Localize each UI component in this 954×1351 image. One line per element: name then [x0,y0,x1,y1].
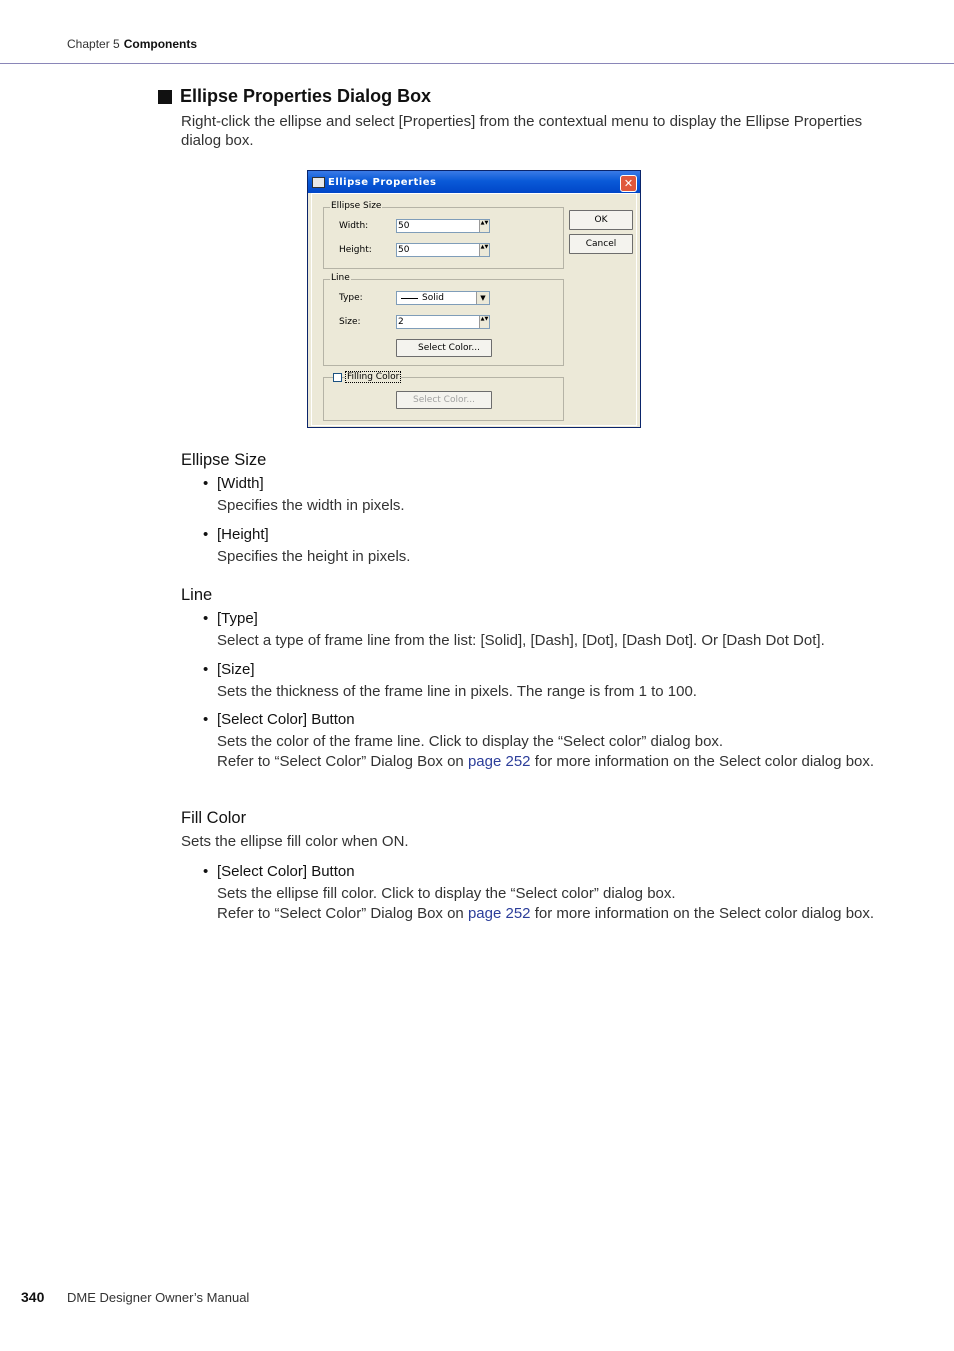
line-size-spinbox[interactable] [396,315,490,329]
ellipse-properties-dialog [307,170,641,428]
line-select-color-refer [217,752,897,772]
running-header [67,37,197,51]
fill-select-color-bullet [203,863,355,880]
section-title-text: Ellipse Properties Dialog Box [180,86,432,106]
chevron-down-icon[interactable]: ▼ [476,292,489,304]
width-label: Width: [339,221,369,231]
dialog-titlebar[interactable] [308,171,640,193]
fill-select-color-desc1: Sets the ellipse fill color. Click to display the “Select color” dialog box. [217,885,676,902]
height-spinbox[interactable] [396,243,490,257]
fill-select-color-refer [217,904,897,924]
height-bullet [203,526,269,543]
fill-select-color-bullet-label: [Select Color] Button [217,863,355,880]
chapter-section: Components [123,37,198,51]
page-252-link[interactable]: page 252 [467,752,531,770]
ellipse-size-legend: Ellipse Size [331,201,382,211]
line-select-color-description [217,732,897,771]
bullet-icon: • [203,711,209,728]
width-value: 50 [398,221,410,231]
fill-color-description: Sets the ellipse fill color when ON. [181,833,409,850]
line-group [323,273,564,366]
filling-color-label[interactable]: Filling Color [347,372,400,382]
line-select-color-bullet-label: [Select Color] Button [217,711,355,728]
height-label: Height: [339,245,372,255]
height-value: 50 [398,245,410,255]
close-icon[interactable]: ✕ [620,175,637,192]
type-label: Type: [339,293,363,303]
dialog-title: Ellipse Properties [328,177,437,188]
line-size-spin-arrows-icon[interactable]: ▲▼ [479,316,489,328]
height-description: Specifies the height in pixels. [217,548,411,565]
refer-text-post: for more information on the Select color dialog box. [530,904,875,922]
fill-select-color-button[interactable]: Select Color... [396,391,492,409]
bullet-icon: • [203,610,209,627]
line-type-value: Solid [422,293,444,303]
width-bullet [203,475,264,492]
size-bullet-label: [Size] [217,661,255,678]
refer-text: Refer to “Select Color” Dialog Box on [217,904,468,922]
bullet-icon: • [203,863,209,880]
filling-color-checkbox[interactable] [333,373,342,382]
line-heading: Line [181,586,213,604]
line-size-label: Size: [339,317,361,327]
dialog-body [311,193,637,426]
header-rule [0,63,954,64]
fill-color-heading: Fill Color [181,809,247,827]
ellipse-size-heading: Ellipse Size [181,451,267,469]
square-bullet-icon [158,90,172,104]
section-title [158,86,431,107]
line-type-select[interactable] [396,291,490,305]
height-bullet-label: [Height] [217,526,269,543]
manual-title: DME Designer Owner’s Manual [67,1290,250,1305]
width-bullet-label: [Width] [217,475,264,492]
width-spinbox[interactable] [396,219,490,233]
refer-text: Refer to “Select Color” Dialog Box on [217,752,468,770]
fill-select-color-description [217,884,897,923]
type-description: Select a type of frame line from the list: [Solid], [Dash], [Dot], [Dash Dot]. Or [Dash Dot Dot]. [217,632,825,649]
ellipse-size-group [323,201,564,269]
bullet-icon: • [203,526,209,543]
bullet-icon: • [203,661,209,678]
size-bullet [203,661,255,678]
line-select-color-button[interactable]: Select Color... [396,339,492,357]
line-select-color-bullet [203,711,355,728]
line-select-color-desc1: Sets the color of the frame line. Click to display the “Select color” dialog box. [217,733,724,750]
app-icon [312,177,325,188]
line-size-value: 2 [398,317,404,327]
width-spin-arrows-icon[interactable]: ▲▼ [479,220,489,232]
ok-button[interactable]: OK [569,210,633,230]
bullet-icon: • [203,475,209,492]
size-description: Sets the thickness of the frame line in pixels. The range is from 1 to 100. [217,683,697,700]
solid-line-icon [401,298,418,299]
cancel-button[interactable]: Cancel [569,234,633,254]
refer-text-post: for more information on the Select color dialog box. [530,752,875,770]
type-bullet [203,610,258,627]
intro-paragraph: Right-click the ellipse and select [Properties] from the contextual menu to display the Ellipse Properties dialog box. [181,113,863,149]
width-description: Specifies the width in pixels. [217,497,405,514]
page-252-link[interactable]: page 252 [467,904,531,922]
chapter-label: Chapter 5 [67,37,120,51]
line-legend: Line [331,273,350,283]
fill-group [323,372,564,421]
height-spin-arrows-icon[interactable]: ▲▼ [479,244,489,256]
page-number: 340 [21,1289,45,1305]
type-bullet-label: [Type] [217,610,258,627]
